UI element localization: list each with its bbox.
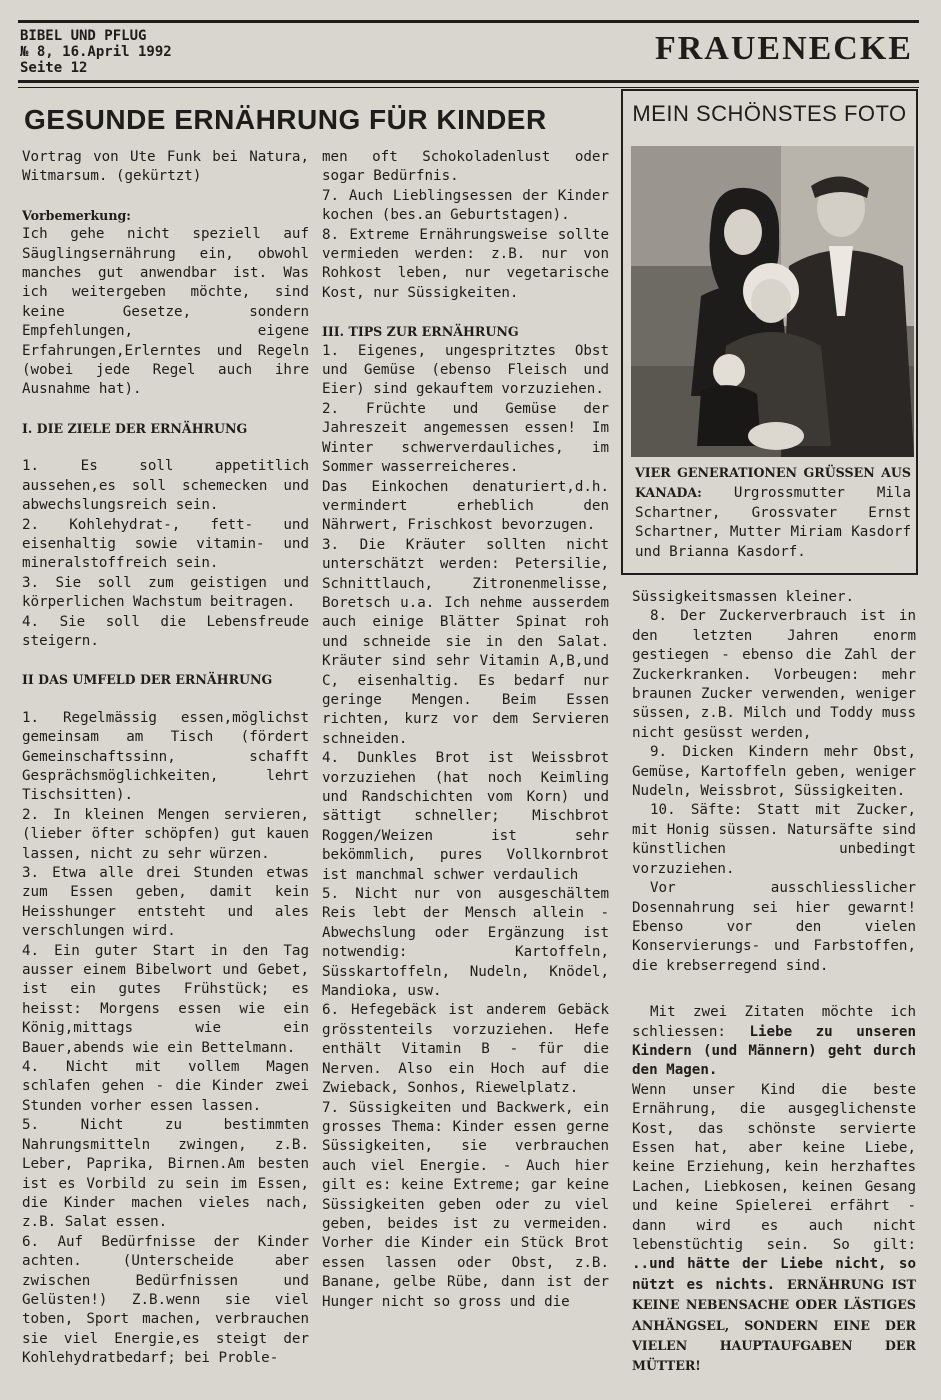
list-item: 1. Regelmässig essen,möglichst gemeinsam am Tisch (fördert Gemeinschaftssinn, schafft Gesprächsmöglichkeiten, lehrt Tischsitten). bbox=[22, 709, 309, 804]
closing-paragraph: Wenn unser Kind die beste Ernährung, die ausgeglichenste Kost, das schönste servierte Essen hat, aber keine Liebe, keine Erziehung, kein herzhaftes Lachen, Liebkosen, keinen Gesang und keine Spielerei erfährt - dann wird es auch nicht lebenstüchtig sein. So gilt: bbox=[632, 1081, 916, 1253]
list-item: 1. Es soll appetitlich aussehen,es soll schemecken und abwechslungsreich sein. bbox=[22, 458, 309, 514]
list-item: 7. Auch Lieblingsessen der Kinder kochen (bes.an Geburtstagen). bbox=[322, 187, 609, 224]
list-item: 10. Säfte: Statt mit Zucker, mit Honig süssen. Natursäfte sind künstlichen unbedingt vorzuziehen. bbox=[632, 802, 916, 877]
photo-caption-text: Urgrossmutter Mila Schartner, Grossvater Ernst Schartner, Mutter Miriam Kasdorf und Brianna Kasdorf. bbox=[635, 485, 912, 560]
paragraph: Ich gehe nicht speziell auf Säuglingsernährung ein, obwohl manches gut anwendbar ist. Was ich weitergeben möchte, sind keine Gesetze, sondern Empfehlungen, eigene Erfahrungen,Erlerntes und Regeln (wobei jede Regel auch ihre Ausnahme hat). bbox=[22, 226, 309, 398]
list-item: 8. Extreme Ernährungsweise sollte vermieden werden: z.B. nur von Rohkost leben, nur vegetarische Kost, nur Süssigkeiten. bbox=[322, 226, 609, 301]
closing-statement: ERNÄHRUNG IST KEINE NEBENSACHE ODER LÄSTIGES ANHÄNGSEL, SONDERN EINE DER VIELEN HAUPTAUFGABEN DER MÜTTER! bbox=[632, 1276, 916, 1374]
photo-caption-heading: VIER GENERATIONEN GRÜSSEN AUS KANADA: bbox=[635, 465, 911, 501]
list-item: 2. Früchte und Gemüse der Jahreszeit angemessen essen! Im Winter schwerverdauliches, im Sommer wasserreicheres. bbox=[322, 400, 609, 476]
section-title: FRAUENECKE bbox=[654, 30, 913, 67]
paragraph: Vor ausschliesslicher Dosennahrung sei hier gewarnt! Ebenso vor den vielen Konservierungs- und Farbstoffen, die krebserregend sind. bbox=[632, 880, 916, 974]
article-column-3 bbox=[632, 588, 916, 1377]
list-item: 4. Sie soll die Lebensfreude steigern. bbox=[22, 613, 309, 649]
paragraph: Süssigkeitsmassen kleiner. bbox=[632, 589, 855, 605]
paragraph bbox=[632, 1081, 916, 1377]
section-heading-environment: II DAS UMFELD DER ERNÄHRUNG bbox=[22, 672, 273, 688]
paragraph: men oft Schokoladenlust oder sogar Bedürfnis. bbox=[322, 149, 609, 185]
section-heading-goals: I. DIE ZIELE DER ERNÄHRUNG bbox=[22, 420, 248, 436]
list-item: 9. Dicken Kindern mehr Obst, Gemüse, Kartoffeln geben, weniger Nudeln, Weissbrot, Süssigkeiten. bbox=[632, 744, 916, 800]
photo-caption bbox=[635, 463, 911, 562]
list-item: 2. Kohlehydrat-, fett- und eisenhaltig sowie vitamin- und mineralstoffreich sein. bbox=[22, 516, 309, 572]
list-item: 1. Eigenes, ungespritztes Obst und Gemüse (ebenso Fleisch und Eier) sind gekauftem vorzuziehen. bbox=[322, 342, 609, 398]
photo-box bbox=[621, 89, 918, 575]
paragraph bbox=[632, 1003, 916, 1081]
publication-name: BIBEL UND PFLUG bbox=[20, 28, 147, 44]
closing-quote-1: Liebe zu unseren Kindern (und Männern) geht durch den Magen. bbox=[632, 1023, 916, 1079]
page-number: Seite 12 bbox=[20, 60, 88, 76]
section-heading-tips: III. TIPS ZUR ERNÄHRUNG bbox=[322, 324, 519, 340]
article-column-2 bbox=[322, 148, 609, 1312]
closing-intro: Mit zwei Zitaten möchte ich schliessen: bbox=[632, 1004, 916, 1040]
list-item: 4. Dunkles Brot ist Weissbrot vorzuziehen (hat noch Keimling und Randschichten vom Korn) und sättigt schneller; Mischbrot Roggen/Weizen ist sehr bekömmlich, pures Vollkornbrot ist manchmal schwer verdaulich bbox=[322, 750, 609, 883]
list-item: 6. Hefegebäck ist anderem Gebäck grösstenteils vorzuziehen. Hefe enthält Vitamin B - für die Nerven. Also ein Hoch auf die Zwieback, Sonhos, Riewelplatz. bbox=[322, 1002, 609, 1097]
list-item: 7. Süssigkeiten und Backwerk, ein grosses Thema: Kinder essen gerne Süssigkeiten, sie verbrauchen auch viel Energie. - Auch hier gilt es: keine Extreme; gar keine Süssigkeiten geben oder zu viel geben, beides ist zu vermeiden. Vorher die Kinder ein Stück Brot essen lassen oder Obst, z.B. Banane, gelbe Rübe, dann ist der Hunger nicht so gross und die bbox=[322, 1099, 609, 1310]
list-item: 3. Die Kräuter sollten nicht unterschätzt werden: Petersilie, Schnittlauch, Zitronenmelisse, Boretsch u.a. Ich nehme ausserdem auch einige Blätter Spinat roh und schneide sie in den Salat. Kräuter sind sehr Vitamin A,B,und C, eisenhaltig. Es bedarf nur geringe Mengen. Beim Essen richten, kurz vor dem Servieren schneiden. bbox=[322, 536, 609, 747]
list-item: 8. Der Zuckerverbrauch ist in den letzten Jahren enorm gestiegen - ebenso die Zahl der Zuckerkranken. Vorbeugen: mehr braunen Zucker verwenden, weniger süssen, z.B. Milch und Toddy muss nicht gesüsst werden, bbox=[632, 608, 916, 741]
header-rule-top bbox=[18, 20, 919, 23]
header-rule-bottom bbox=[18, 80, 919, 83]
preface-heading: Vorbemerkung: bbox=[22, 207, 131, 223]
article-title: GESUNDE ERNÄHRUNG FÜR KINDER bbox=[24, 104, 547, 135]
article-column-1 bbox=[22, 148, 309, 1369]
list-item: 6. Auf Bedürfnisse der Kinder achten. (Unterscheide aber zwischen Bedürfnissen und Gelüsten!) Z.B.wenn sie viel toben, Sport machen, verbrauchen sie viel Energie,es steigt der Kohlehydratbedarf; bei Proble- bbox=[22, 1233, 309, 1367]
family-photo bbox=[631, 146, 914, 457]
paragraph: Das Einkochen denaturiert,d.h. vermindert erheblich den Nährwert, Frischkost bevorzugen. bbox=[322, 478, 609, 534]
article-subtitle: Vortrag von Ute Funk bei Natura, Witmarsum. (gekürtzt) bbox=[22, 149, 309, 185]
issue-meta bbox=[20, 28, 172, 76]
list-item: 3. Etwa alle drei Stunden etwas zum Essen geben, damit kein Heisshunger entsteht und ales verschlungen wird. bbox=[22, 865, 309, 940]
list-item: 5. Nicht nur von ausgeschältem Reis lebt der Mensch allein - Abwechslung oder Ergänzung ist notwendig: Kartoffeln, Süsskartoffeln, Nudeln, Knödel, Mandioka, usw. bbox=[322, 886, 609, 1000]
list-item: 3. Sie soll zum geistigen und körperlichen Wachstum beitragen. bbox=[22, 574, 309, 611]
list-item: 2. In kleinen Mengen servieren, (lieber öfter schöpfen) gut kauen lassen, nicht zu sehr würzen. bbox=[22, 806, 309, 862]
list-item: 4. Ein guter Start in den Tag ausser einem Bibelwort und Gebet, ist ein gutes Frühstück; es heisst: Morgens essen wie ein König,mittags wie ein Bauer,abends wie ein Bettelmann. bbox=[22, 942, 309, 1056]
photo-box-title: MEIN SCHÖNSTES FOTO bbox=[632, 101, 907, 126]
header-rule-thin bbox=[18, 87, 919, 88]
list-item: 4. Nicht mit vollem Magen schlafen gehen - die Kinder zwei Stunden vorher essen lassen. bbox=[22, 1059, 309, 1114]
issue-number: № 8, 16.April 1992 bbox=[20, 44, 172, 60]
list-item: 5. Nicht zu bestimmten Nahrungsmitteln zwingen, z.B. Leber, Paprika, Birnen.Am besten ist es Vorbild zu sein im Essen, die Kinder machen vieles nach, z.B. Salat essen. bbox=[22, 1117, 309, 1231]
closing-quote-2: ..und hätte der Liebe nicht, so nützt es nichts. bbox=[632, 1256, 916, 1293]
